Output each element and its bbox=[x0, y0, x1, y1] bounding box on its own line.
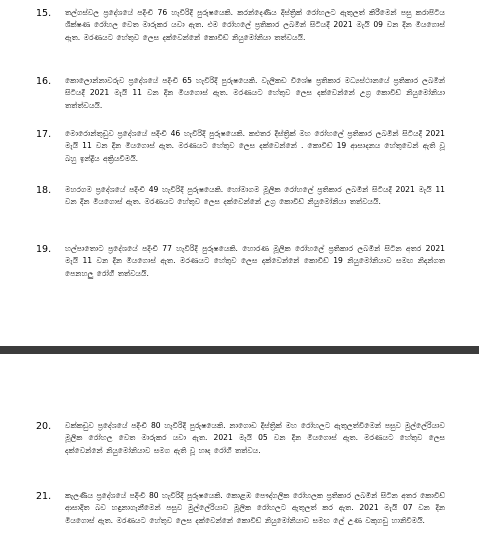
item-number: 19. bbox=[36, 244, 52, 255]
item-number: 17. bbox=[36, 129, 52, 140]
item-number: 21. bbox=[36, 491, 52, 502]
item-text: වක්කඩුව ප්‍රදේශයේ පදිංචි 80 හැවිරිදි පුරුෂයෙකි. නාගොඩ දිස්ත්‍රික් මහ රෝහලට ඇතුලත්වීමෙන් පසුව මුල්ලේරියාව මූලික රෝහල වෙත මාරුකර යවා ඇත. 2021 මැයි 05 වන දින මියගොස් ඇත. මරණයට හේතුව ලෙස දක්වෙන්නේ නියුමෝනියාව සමග ඇති වූ හෘද රෝගී තත්වය. bbox=[65, 421, 445, 455]
item-text: තල්ගස්වල ප්‍රදේශයේ පදිංචි 76 හැවිරිදි පුරුෂයෙකි. කරන්දෙණිය දිස්ත්‍රික් රෝහලට ඇතුලත් කිරීමෙන් පසු කරාපිටිය ශික්ෂණ රෝහල වෙත මාරුකර යවා ඇත. එම රෝහලේ ප්‍රතිකාර ලබමින් සිටියදී 2021 මැයි 09 වන දින මියගොස් ඇත. මරණයට හේතුව ලෙස දක්වෙන්නේ කොවිඩ් නියුමෝනියා තත්වයයි. bbox=[65, 8, 445, 42]
page-separator bbox=[0, 346, 479, 354]
item-text: හල්පාතොට ප්‍රදේශයේ පදිංචි 77 හැවිරිදි පුරුෂයෙකි. හොරණ මූලික රෝහලේ ප්‍රතිකාර ලබමින් සිටින අතර 2021 මැයි 11 වන දින මියගොස් ඇත. මරණයට හේතුව ලෙස දක්වෙන්නේ කොවිඩ් 19 නියුමෝනියාව සමඟ නිදන්ගත පෙනහලු රෝගී තත්වයයි. bbox=[65, 244, 445, 278]
item-text: මොරොන්තුඩුව ප්‍රදේශයේ පදිංචි 46 හැවිරිදි පුරුෂයෙකි. කළුතර දිස්ත්‍රික් මහ රෝහලේ ප්‍රතිකාර ලබමින් සිටියදී 2021 මැයි 11 වන දින මියගොස් ඇත. මරණයට හේතුව ලෙස දක්වෙන්නේ . කොවිඩ් 19 ආසාදනය හේතුවෙන් ඇති වූ බහු ඉන්ද්‍රිය අක්‍රියවීමයි. bbox=[65, 129, 445, 163]
document-page-2 bbox=[0, 354, 479, 558]
item-number: 18. bbox=[36, 185, 52, 196]
item-number: 15. bbox=[36, 8, 52, 19]
item-text: කැලණිය ප්‍රදේශයේ පදිංචි 80 හැවිරිදි පුරුෂයෙකි. කොළඹ පෞද්ගලික රෝහලක ප්‍රතිකාර ලබමින් සිටින අතර කොවිඩ් ආසාදිත බව හඳුනාගැනීමෙන් පසුව මුල්ලේරියාව මූලික රෝහලට ඇතුලත් කර ඇත. 2021 මැයි 07 වන දින මියගොස් ඇත. මරණයට හේතුව ලෙස දක්වෙන්නේ කොවිඩ් නියුමෝනියාව සමඟ ලේ උණ වකුගඩු හානිවීමයි. bbox=[65, 491, 445, 525]
item-text: කොලොන්නාවරුව ප්‍රදේශයේ පදිංචි 65 හැවිරිදි පුරුෂයෙකි. වැලිකඩ විශේෂ ප්‍රතිකාර මධ්‍යස්ථානයේ ප්‍රතිකාර ලබමින් සිටියදී 2021 මැයි 11 වන දින මියගොස් ඇත. මරණයට හේතුව ලෙස දක්වෙන්නේ උග්‍ර කොවිඩ් නියුමෝනියා තත්ත්වයයි. bbox=[65, 76, 445, 110]
item-text: මහරගම ප්‍රදේශයේ පදිංචි 49 හැවිරිදි පුරුෂයෙකි. හෝමාගම මූලික රෝහලේ ප්‍රතිකාර ලබමින් සිටියදී 2021 මැයි 11 වන දින මියගොස් ඇත. මරණයට හේතුව ලෙස දක්වෙන්නේ උග්‍ර කොවිඩ් නියුමෝනියා තත්වයයි. bbox=[65, 185, 445, 207]
item-number: 16. bbox=[36, 76, 52, 87]
item-number: 20. bbox=[36, 421, 52, 432]
